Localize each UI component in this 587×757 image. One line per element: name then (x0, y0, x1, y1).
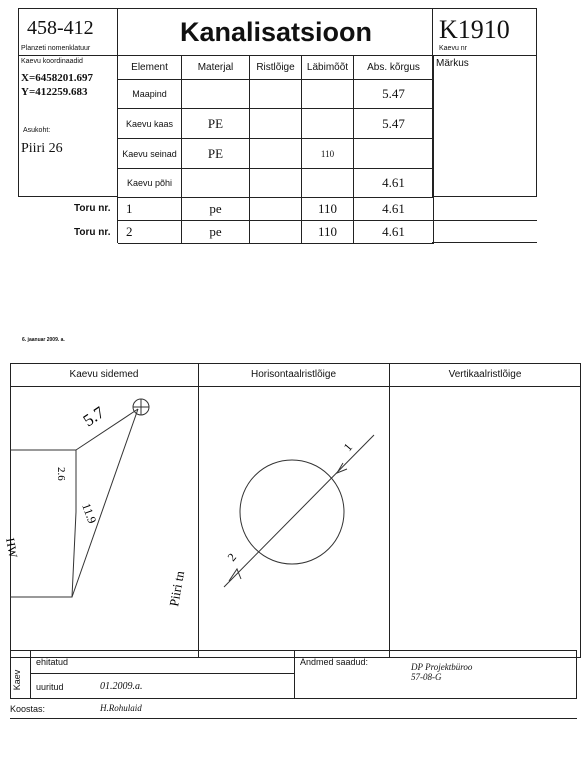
pipe2-height: 4.61 (354, 221, 434, 244)
measured-label: uuritud (36, 682, 64, 692)
pipe-line (224, 435, 374, 587)
map-code-box (18, 8, 118, 56)
house-label: HW (3, 536, 21, 559)
source-value-1: DP Projektbüroo (411, 662, 473, 672)
well-circle (240, 460, 344, 564)
author-label: Koostas: (10, 704, 46, 714)
cell-cross-2 (250, 139, 302, 169)
pipe2-label: Toru nr. (74, 227, 111, 238)
well-id-box (432, 8, 537, 56)
ties-heading: Kaevu sidemed (69, 369, 139, 380)
element-table (117, 55, 433, 243)
nomenclature-label: Planzeti nomenklatuur (21, 45, 91, 52)
remarks-panel (432, 55, 537, 197)
location-value: Piiri 26 (21, 141, 63, 156)
document-date: 6. jaanuar 2009. a. (22, 337, 65, 343)
well-label: Kaevu nr (439, 45, 468, 52)
pipe2-mark: 2 (224, 550, 240, 564)
well-id: K1910 (439, 15, 510, 44)
source-label: Andmed saadud: (300, 657, 369, 667)
cell-element-0: Maapind (118, 80, 182, 109)
location-label: Asukoht: (23, 127, 51, 134)
th-cross: Ristlõige (250, 56, 302, 80)
cell-material-0 (182, 80, 250, 109)
cell-element-3: Kaevu põhi (118, 169, 182, 198)
page-title: Kanalisatsioon (179, 17, 373, 47)
cell-diameter-2: 110 (302, 139, 354, 169)
pipe1-num: 1 (118, 198, 182, 221)
horizontal-heading: Horisontaalristlõige (250, 369, 337, 380)
cell-cross-0 (250, 80, 302, 109)
cell-height-1: 5.47 (354, 109, 434, 139)
pipe1-diameter: 110 (302, 198, 354, 221)
remarks-label: Märkus (436, 58, 469, 69)
built-label: ehitatud (36, 657, 69, 667)
author-value: H.Rohulaid (100, 703, 142, 713)
coords-label: Kaevu koordinaadid (21, 58, 83, 65)
pipe1-cross (250, 198, 302, 221)
horizontal-sketch (199, 387, 388, 657)
th-element: Element (118, 56, 182, 80)
tie-distance-1: 5.7 (79, 402, 108, 431)
street-label: Piiri tn (166, 569, 188, 608)
tie-distance-3: 11.9 (79, 501, 100, 526)
cell-cross-3 (250, 169, 302, 198)
pipe2-arrow (229, 569, 241, 581)
measured-value: 01.2009.a. (100, 681, 143, 692)
cell-element-2: Kaevu seinad (118, 139, 182, 169)
pipe-rows-extension (432, 220, 537, 243)
pipe2-num: 2 (118, 221, 182, 244)
tie-distance-2: 2.6 (55, 467, 67, 481)
pipe1-mark: 1 (340, 440, 356, 454)
pipe2-cross (250, 221, 302, 244)
cell-material-1: PE (182, 109, 250, 139)
cell-cross-1 (250, 109, 302, 139)
cell-material-2: PE (182, 139, 250, 169)
vertical-heading: Vertikaalristlõige (448, 369, 522, 380)
th-material: Materjal (182, 56, 250, 80)
cell-diameter-3 (302, 169, 354, 198)
cell-diameter-1 (302, 109, 354, 139)
coord-y: Y=412259.683 (21, 86, 88, 98)
source-value-2: 57-08-G (411, 672, 442, 682)
cell-diameter-0 (302, 80, 354, 109)
cell-element-1: Kaevu kaas (118, 109, 182, 139)
title-box (117, 8, 433, 56)
coords-panel (18, 55, 118, 197)
pipe2-material: pe (182, 221, 250, 244)
cell-material-3 (182, 169, 250, 198)
pipe1-material: pe (182, 198, 250, 221)
footer-col-line (294, 650, 295, 699)
footer-mid-line (30, 673, 294, 674)
cell-height-0: 5.47 (354, 80, 434, 109)
th-diameter: Läbimõõt (302, 56, 354, 80)
pipe1-height: 4.61 (354, 198, 434, 221)
pipe2-diameter: 110 (302, 221, 354, 244)
sketch-divider-2 (389, 363, 390, 658)
cell-height-3: 4.61 (354, 169, 434, 198)
th-height: Abs. kõrgus (354, 56, 434, 80)
pipe1-label: Toru nr. (74, 203, 111, 214)
footer-side-label: Kaev (12, 669, 22, 691)
ties-sketch (3, 387, 198, 657)
footer-side-line (30, 650, 31, 699)
footer-bottom-line (10, 718, 577, 719)
map-code: 458-412 (27, 17, 94, 39)
coord-x: X=6458201.697 (21, 72, 93, 84)
cell-height-2 (354, 139, 434, 169)
